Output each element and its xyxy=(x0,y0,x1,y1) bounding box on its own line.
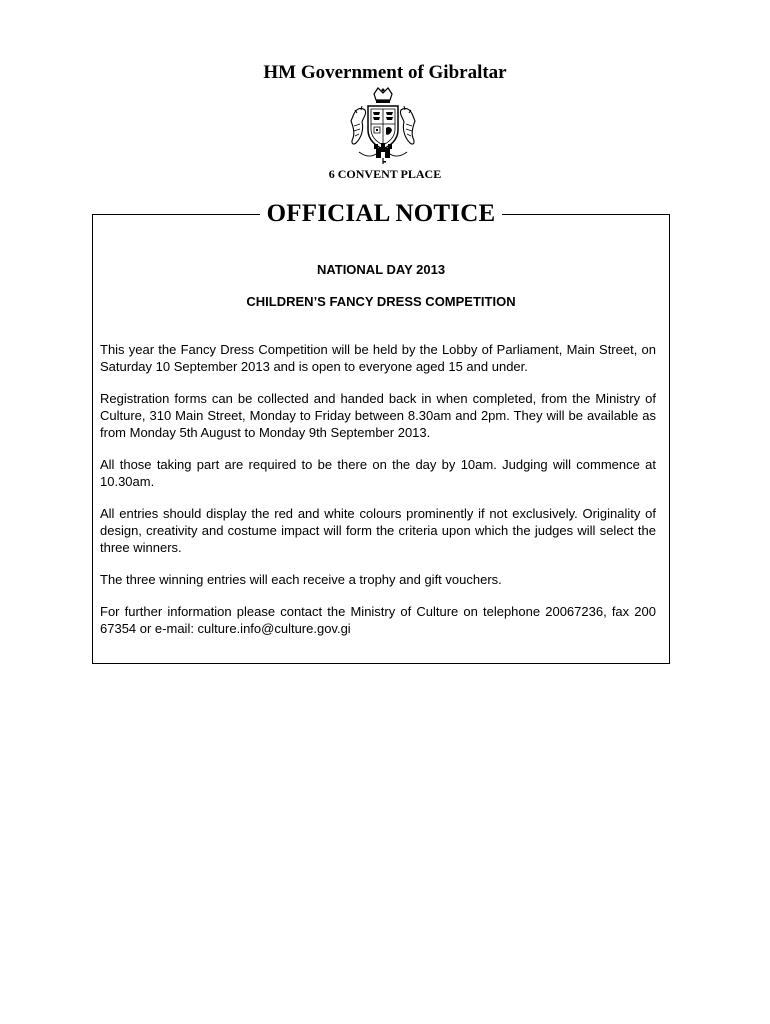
paragraph-event-details: This year the Fancy Dress Competition will be held by the Lobby of Parliament, Main Street, on Saturday 10 September 2013 and is open to everyone aged 15 and under. xyxy=(100,342,656,374)
paragraph-prizes: The three winning entries will each receive a trophy and gift vouchers. xyxy=(100,572,502,587)
notice-heading: OFFICIAL NOTICE xyxy=(266,200,496,227)
event-subtitle: CHILDREN’S FANCY DRESS COMPETITION xyxy=(246,294,516,309)
paragraph-criteria: All entries should display the red and white colours prominently if not exclusively. Originality of design, creativity and costume impact will form the criteria upon which the judges will select the three winners. xyxy=(100,506,656,555)
paragraph-registration: Registration forms can be collected and handed back in when completed, from the Ministry of Culture, 310 Main Street, Monday to Friday between 8.30am and 2pm. They will be available as from Monday 5th August to Monday 9th September 2013. xyxy=(100,391,656,440)
notice-body xyxy=(100,341,656,652)
government-title: HM Government of Gibraltar xyxy=(263,62,507,83)
event-title: NATIONAL DAY 2013 xyxy=(316,262,446,277)
paragraph-contact: For further information please contact the Ministry of Culture on telephone 20067236, fax 200 67354 or e-mail: culture.info@culture.gov.gi xyxy=(100,604,656,636)
gibraltar-coat-of-arms-icon xyxy=(343,86,423,166)
office-address: 6 CONVENT PLACE xyxy=(328,167,442,181)
paragraph-timing: All those taking part are required to be there on the day by 10am. Judging will commence at 10.30am. xyxy=(100,457,656,489)
